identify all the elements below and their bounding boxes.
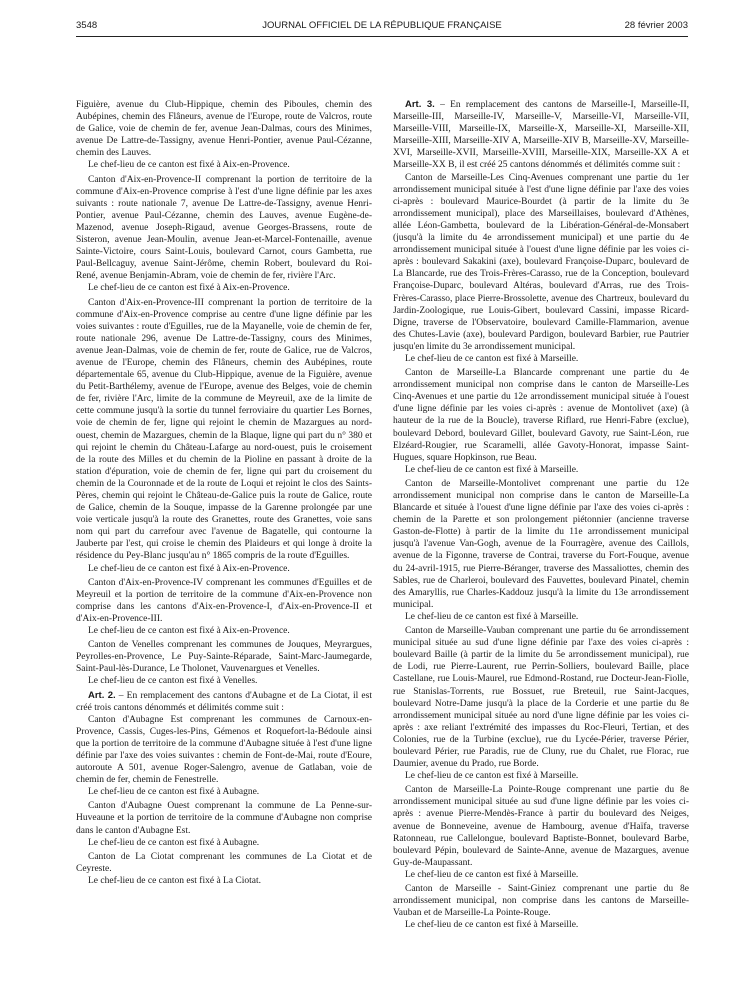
canton-paragraph: Canton de Marseille-Vauban comprenant une partie du 6e arrondissement municipal située au sud d'une ligne définie par l'axe des voies ci-après : boulevard Baille (à partir de la limite du 5e arrondissement municipal), rue de Lodi, rue Pierre-Laurent, rue Perrin-Solliers, boulevard Baille, place Castellane, rue Louis-Maurel, rue Edmond-Rostand, rue Docteur-Jean-Fiolle, rue Stanislas-Torrents, rue Bossuet, rue Breteuil, rue Saint-Jacques, boulevard Notre-Dame jusqu'à la place de la Corderie et une partie du 8e arrondissement municipal située au nord d'une ligne définie par les voies ci-après : axe reliant l'extrémité des impasses du Roc-Fleuri, Tertian, et des Colonies, rue de la Turbine (exclue), rue du Lycée-Périer, traverse Périer, boulevard Périer, rue Paradis, rue de Cluny, rue du Chalet, rue Florac, rue Daumier, avenue du Prado, rue Borde. xyxy=(393,626,689,770)
left-column xyxy=(76,99,372,969)
canton-paragraph: Canton d'Aubagne Est comprenant les communes de Carnoux-en-Provence, Cassis, Cuges-les-Pins, Gémenos et Roquefort-la-Bédoule ainsi que la portion de territoire de la commune d'Aubagne située à l'est d'une ligne définie par l'axe des voies suivantes : chemin de Font-de-Mai, route d'Eoure, autoroute A 501, avenue Roger-Salengro, avenue de Gatlaban, voie de chemin de fer, chemin de Fenestrelle. xyxy=(76,714,372,786)
chef-lieu-line: Le chef-lieu de ce canton est fixé à Marseille. xyxy=(405,464,579,475)
article-text: – En remplacement des cantons d'Aubagne et de La Ciotat, il est créé trois cantons dénommés et délimités comme suit : xyxy=(76,690,372,713)
article-paragraph xyxy=(393,99,689,172)
article-text: – En remplacement des cantons de Marseille-I, Marseille-II, Marseille-III, Marseille-IV, Marseille-V, Marseille-VI, Marseille-VII, Marseille-VIII, Marseille-IX, Marseille-X, Marseille-XI, Marseille-XII, Marseille-XIII, Marseille-XIV A, Marseille-XIV B, Marseille-XV, Marseille-XVI, Marseille-XVII, Marseille-XVIII, Marseille-XIX, Marseille-XX A et Marseille-XX B, il est créé 25 cantons dénommés et délimités comme suit : xyxy=(393,100,689,171)
article-paragraph xyxy=(76,690,372,714)
canton-paragraph: Canton d'Aix-en-Provence-II comprenant la portion de territoire de la commune d'Aix-en-Provence comprise à l'est d'une ligne définie par les axes suivants : route nationale 7, avenue De Lattre-de-Tassigny, avenue Henri-Pontier, avenue Paul-Cézanne, chemin des Lauves, avenue Eugène-de-Mazenod, avenue Joseph-Rigaud, avenue Georges-Brassens, route de Sisteron, avenue Jean-Moulin, avenue Jean-et-Marcel-Fontenaille, avenue Sainte-Victoire, cours Saint-Louis, boulevard Carnot, cours Gambetta, rue Paul-Bellcaguy, avenue Saint-Jérôme, chemin Robert, boulevard du Roi-René, avenue Benjamin-Abram, voie de chemin de fer, rivière l'Arc. xyxy=(76,174,372,282)
page-number: 3548 xyxy=(76,20,98,31)
article-label: Art. 3. xyxy=(405,99,435,110)
canton-paragraph: Canton de La Ciotat comprenant les communes de La Ciotat et de Ceyreste. xyxy=(76,851,372,874)
chef-lieu-line: Le chef-lieu de ce canton est fixé à Aubagne. xyxy=(88,787,260,798)
journal-title: JOURNAL OFFICIEL DE LA RÉPUBLIQUE FRANÇAISE xyxy=(262,20,502,31)
chef-lieu-line: Le chef-lieu de ce canton est fixé à Marseille. xyxy=(405,920,579,931)
canton-paragraph: Canton de Marseille-La Pointe-Rouge comprenant une partie du 8e arrondissement municipal située au sud d'une ligne définie par les voies ci-après : avenue Pierre-Mendès-France à partir du boulevard des Neiges, avenue de Bonneveine, avenue de Hambourg, avenue d'Haïfa, traverse Ratonneau, rue Callelongue, boulevard Baptiste-Bonnet, boulevard Barbe, boulevard Pépin, boulevard de Sainte-Anne, avenue de Mazargues, avenue Guy-de-Maupassant. xyxy=(393,785,689,868)
publication-date: 28 février 2003 xyxy=(624,20,688,31)
page-header xyxy=(76,20,688,34)
canton-paragraph: Canton d'Aubagne Ouest comprenant la commune de La Penne-sur-Huveaune et la portion de territoire de la commune d'Aubagne non comprise dans le canton d'Aubagne Est. xyxy=(76,801,372,836)
canton-paragraph: Canton de Marseille-Les Cinq-Avenues comprenant une partie du 1er arrondissement municipal située à l'est d'une ligne définie par l'axe des voies ci-après : boulevard Maurice-Bourdet (à partir de la limite du 3e arrondissement municipal), place des Marseillaises, boulevard d'Athènes, allée Léon-Gambetta, boulevard de la Libération-Général-de-Monsabert (jusqu'à la limite du 4e arrondissement municipal) et une partie du 4e arrondissement municipal située à l'ouest d'une ligne définie par les voies ci-après : boulevard Sakakini (axe), boulevard Françoise-Duparc, boulevard de La Blancarde, rue des Trois-Frères-Carasso, rue de la Conception, boulevard Françoise-Duparc, boulevard Altéras, boulevard d'Arras, rue des Trois-Frères-Carasso, place Pierre-Brossolette, avenue des Chartreux, boulevard du Jardin-Zoologique, rue Louis-Gibert, boulevard Cassini, impasse Ricard-Digne, traverse de l'Observatoire, boulevard Camille-Flammarion, avenue des Chutes-Lavie (axe), boulevard Pardigon, boulevard Barbier, rue Pautrier jusqu'en limite du 3e arrondissement municipal. xyxy=(393,172,689,352)
header-rule xyxy=(76,36,688,37)
chef-lieu-line: Le chef-lieu de ce canton est fixé à Aix-en-Provence. xyxy=(88,626,290,637)
right-column xyxy=(393,99,689,969)
canton-paragraph: Canton d'Aix-en-Provence-III comprenant la portion de territoire de la commune d'Aix-en-Provence comprise au centre d'une ligne définie par les voies suivantes : route d'Eguilles, rue de la Mayanelle, voie de chemin de fer, route nationale 296, avenue De Lattre-de-Tassigny, cours des Minimes, avenue Jean-Dalmas, voie de chemin de fer, route de Galice, rue de Valcros, avenue de l'Europe, chemin des Flâneurs, chemin des Aubépines, route départementale 65, avenue du Club-Hippique, avenue de la Figuière, avenue du Petit-Barthélemy, avenue de l'Europe, avenue des Belges, voie de chemin de fer, rivière l'Arc, limite de la commune de Meyreuil, axe de la limite de cette commune jusqu'à la sortie du tunnel ferroviaire du quartier Les Bornes, voie de chemin de fer, ligne qui rejoint le chemin de Mazargues au nord-ouest, chemin de Mazargues, chemin de la Blaque, ligne qui part du n° 380 et qui rejoint le chemin du Château-Lafarge au nord-ouest, puis le croisement de la route des Milles et du chemin de la Pioline en passant à droite de la station d'épuration, voie de chemin de fer, ligne qui part du croisement du chemin de la Couronnade et de la route de Loqui et rejoint le clos des Saints-Pères, chemin qui rejoint le Château-de-Galice puis la route de Galice, route de Galice, chemin de la Souque, impasse de la Garenne prolongée par une voie verticale jusqu'à la route des Granettes, route des Granettes, voie sans nom qui part du carrefour avec l'avenue de Bagatelle, qui contourne la Jauberte par l'est, qui croise le chemin des Plaideurs et qui longe à droite la résidence du Pey-Blanc jusqu'au n° 1865 compris de la route d'Eguilles. xyxy=(76,297,372,562)
chef-lieu-line: Le chef-lieu de ce canton est fixé à Marseille. xyxy=(405,771,579,782)
canton-paragraph: Canton de Venelles comprenant les communes de Jouques, Meyrargues, Peyrolles-en-Provence, Le Puy-Sainte-Réparade, Saint-Marc-Jaumegarde, Saint-Paul-lès-Durance, Le Tholonet, Vauvenargues et Venelles. xyxy=(76,640,372,675)
chef-lieu-line: Le chef-lieu de ce canton est fixé à Marseille. xyxy=(405,353,579,364)
chef-lieu-line: Le chef-lieu de ce canton est fixé à Aix-en-Provence. xyxy=(88,563,290,574)
canton-paragraph: Canton d'Aix-en-Provence-IV comprenant les communes d'Eguilles et de Meyreuil et la portion de territoire de la commune d'Aix-en-Provence non comprise dans les cantons d'Aix-en-Provence-I, d'Aix-en-Provence-II et d'Aix-en-Provence-III. xyxy=(76,577,372,624)
chef-lieu-line: Le chef-lieu de ce canton est fixé à Marseille. xyxy=(405,611,579,622)
chef-lieu-line: Le chef-lieu de ce canton est fixé à Marseille. xyxy=(405,869,579,880)
chef-lieu-line: Le chef-lieu de ce canton est fixé à Venelles. xyxy=(88,676,258,687)
chef-lieu-line: Le chef-lieu de ce canton est fixé à Aix-en-Provence. xyxy=(88,160,290,171)
chef-lieu-line: Le chef-lieu de ce canton est fixé à La Ciotat. xyxy=(88,875,262,886)
canton-paragraph: Canton de Marseille - Saint-Giniez comprenant une partie du 8e arrondissement municipal, non comprise dans les cantons de Marseille-Vauban et de Marseille-La Pointe-Rouge. xyxy=(393,884,689,919)
chef-lieu-line: Le chef-lieu de ce canton est fixé à Aix-en-Provence. xyxy=(88,283,290,294)
article-label: Art. 2. xyxy=(88,689,116,701)
canton-paragraph: Canton de Marseille-Montolivet comprenant une partie du 12e arrondissement municipal non comprise dans le canton de Marseille-La Blancarde et située à l'ouest d'une ligne définie par l'axe des voies ci-après : chemin de la Parette et son prolongement piétonnier (ancienne traverse Gaston-de-Flotte) à partir de la limite du 11e arrondissement municipal jusqu'à l'avenue Van-Gogh, avenue de la Fourragère, avenue des Caillols, avenue de la Figonne, traverse de Contrai, traverse du Fort-Fouque, avenue du 24-avril-1915, rue Pierre-Béranger, traverse des Massaliottes, chemin des Sables, rue de Charleroi, boulevard des Fauvettes, boulevard Pinatel, chemin des Amaryllis, rue Charles-Kaddouz jusqu'à la limite du 13e arrondissement municipal. xyxy=(393,478,689,610)
canton-paragraph: Canton de Marseille-La Blancarde comprenant une partie du 4e arrondissement municipal non comprise dans le canton de Marseille-Les Cinq-Avenues et une partie du 12e arrondissement municipal située à l'ouest d'une ligne définie par les voies ci-après : avenue de Montolivet (axe) (à hauteur de la rue de la Boucle), traverse Riflard, rue Henri-Fabre (exclue), boulevard Debord, boulevard Gillet, boulevard Gavoty, rue Saint-Léon, rue Elzéard-Rougier, rue Scaramelli, allée Gavoty-Honorat, impasse Saint-Hugues, square Hopkinson, rue Beau. xyxy=(393,368,689,463)
chef-lieu-line: Le chef-lieu de ce canton est fixé à Aubagne. xyxy=(88,837,260,848)
continued-paragraph: Figuière, avenue du Club-Hippique, chemin des Piboules, chemin des Aubépines, chemin des Flâneurs, avenue de l'Europe, route de Valcros, route de Galice, voie de chemin de fer, avenue Jean-Dalmas, cours des Minimes, avenue De Lattre-de-Tassigny, avenue Henri-Pontier, avenue Paul-Cézanne, chemin des Lauves. xyxy=(76,100,372,159)
